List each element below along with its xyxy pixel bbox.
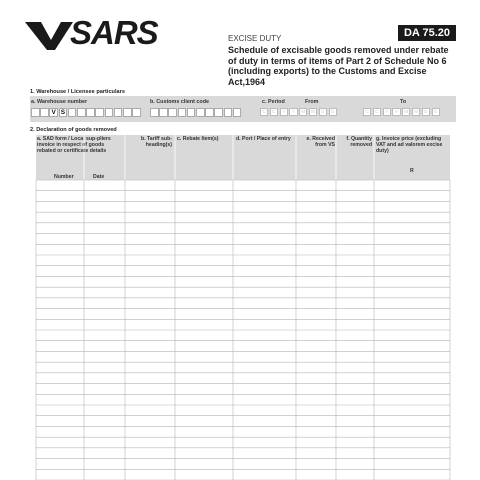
warehouse-digit-box[interactable]: V [49,108,58,117]
warehouse-number-label: a. Warehouse number [31,99,88,105]
period-to-digit-box[interactable]: C [373,108,381,116]
period-from-digit-box[interactable]: Y [280,108,288,116]
sars-logo-text: SARS [70,14,158,51]
period-from-digit-box[interactable]: M [299,108,307,116]
col-header-received: e. Received from VS [306,136,335,149]
warehouse-digit-box[interactable]: S [59,108,68,117]
col-header-tariff: b. Tariff sub-heading(s) [140,136,172,149]
subcol-date: Date [93,174,105,180]
department-label: EXCISE DUTY [228,34,282,43]
period-to-digit-box[interactable]: D [422,108,430,116]
period-to-digit-box[interactable]: D [432,108,440,116]
from-label: From [305,99,319,105]
period-from-digit-box[interactable]: Y [289,108,297,116]
period-to-digit-box[interactable]: M [402,108,410,116]
subcol-number: Number [54,174,74,180]
period-to-digit-box[interactable]: Y [392,108,400,116]
currency-label: R [410,168,414,174]
period-to-digit-box[interactable]: Y [383,108,391,116]
period-to-digit-box[interactable]: C [363,108,371,116]
col-header-port: d. Port / Place of entry [236,136,291,142]
form-number-badge: DA 75.20 [398,25,456,41]
period-from-digit-box[interactable]: C [260,108,268,116]
col-header-sad: a. SAD form / Local sup-pliers invoice in respect of goods rebated or certificate details [37,136,111,155]
col-header-rebate: c. Rebate Item(s) [177,136,219,142]
section1-heading: 1. Warehouse / Licensee particulars [30,89,125,95]
section2-heading: 2. Declaration of goods removed [30,127,117,133]
period-from-digit-box[interactable]: C [270,108,278,116]
col-header-quantity: f. Quantity removed [346,136,372,149]
col-header-invoice: g. Invoice price (excluding VAT and ad valorem excise duty) [376,136,443,155]
period-from-digit-box[interactable]: D [319,108,327,116]
period-to-digit-box[interactable]: M [412,108,420,116]
period-label: c. Period [262,99,285,105]
period-from-digit-box[interactable]: D [329,108,337,116]
client-code-label: b. Customs client code [150,99,210,105]
form-title: Schedule of excisable goods removed under rebate of duty in terms of items of Part 2 of Schedule No 6 (including exports) to the Customs and Excise Act,1964 [228,45,449,87]
period-from-digit-box[interactable]: M [309,108,317,116]
to-label: To [400,99,407,105]
